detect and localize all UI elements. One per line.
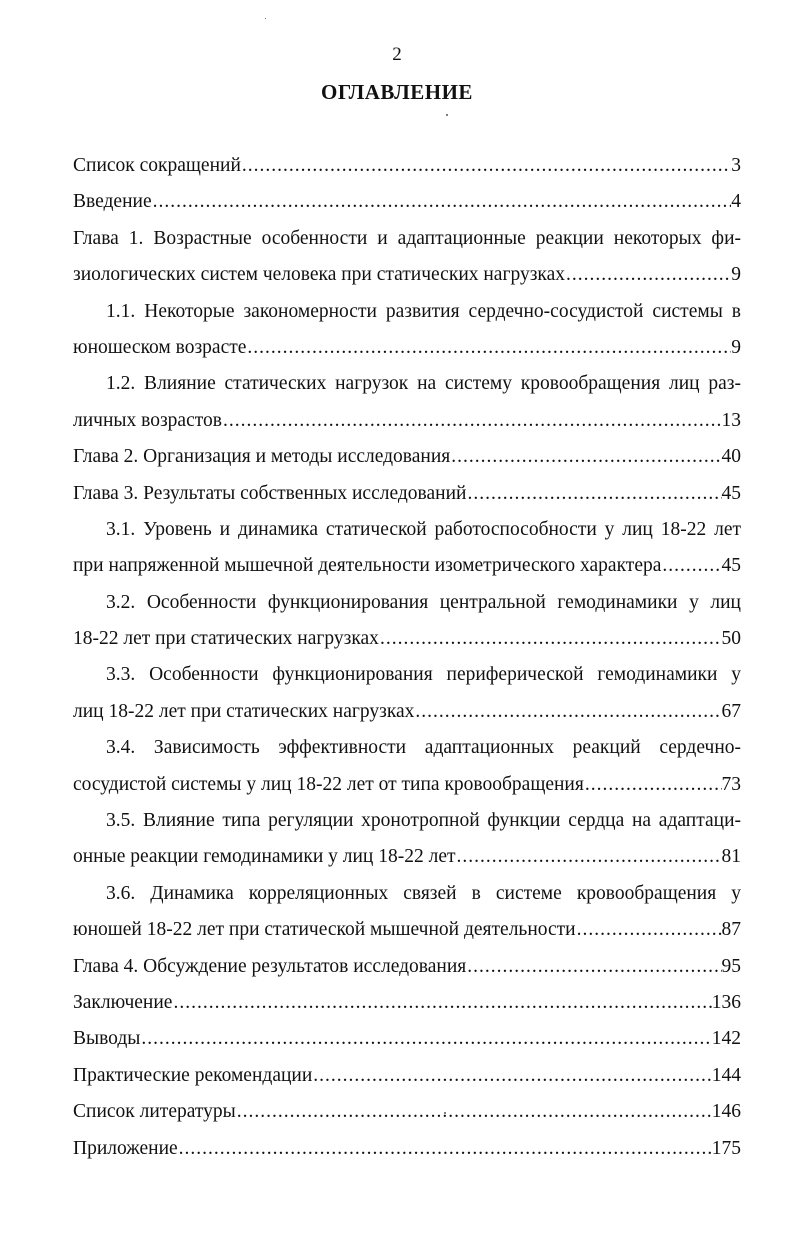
toc-entry[interactable] <box>73 621 741 657</box>
toc-entry-page: 95 <box>721 955 741 977</box>
toc-entry-title: Список сокращений <box>73 155 241 176</box>
toc-entry-line <box>73 876 741 912</box>
toc-entry-line <box>73 730 741 766</box>
toc-entry-title: 3.1. Уровень и динамика статической работоспособности у лиц 18-22 лет <box>106 518 741 540</box>
toc-entry-page: 87 <box>721 919 741 941</box>
toc-entry-title: сосудистой системы у лиц 18-22 лет от типа кровообращения <box>73 773 584 795</box>
dot-leader <box>576 912 722 948</box>
scan-speck <box>265 18 266 19</box>
toc-entry[interactable] <box>73 184 741 220</box>
dot-leader <box>379 621 722 657</box>
toc-entry-page: 67 <box>721 700 741 722</box>
toc-entry-page: 13 <box>721 409 741 431</box>
toc-entry[interactable] <box>73 548 741 584</box>
toc-entry[interactable] <box>73 476 741 512</box>
toc-entry-page: 3 <box>731 155 741 176</box>
dot-leader <box>312 1058 711 1094</box>
toc-entry-line <box>73 585 741 621</box>
toc-entry-title: Приложение <box>73 1137 178 1159</box>
toc-entry-line <box>73 657 741 693</box>
toc-entry-title: юношей 18-22 лет при статической мышечной деятельности <box>73 919 576 941</box>
dot-leader <box>241 148 731 184</box>
toc-entry-page: 9 <box>731 336 741 358</box>
toc-entry-page: 45 <box>721 555 741 577</box>
toc-entry-page: 146 <box>711 1101 741 1123</box>
dot-leader <box>466 949 721 985</box>
toc-entry-page: 175 <box>711 1137 741 1159</box>
dot-leader <box>466 476 721 512</box>
toc-entry-title: лиц 18-22 лет при статических нагрузках <box>73 700 415 722</box>
dot-leader <box>236 1094 712 1130</box>
toc-entry-title: Список литературы <box>73 1101 236 1123</box>
toc-entry-page: 50 <box>721 628 741 650</box>
dot-leader <box>450 439 721 475</box>
toc-entry-title: 1.2. Влияние статических нагрузок на систему кровообращения лиц раз- <box>106 373 741 395</box>
dot-leader <box>661 548 721 584</box>
toc-entry-title: 1.1. Некоторые закономерности развития сердечно-сосудистой системы в <box>106 300 741 322</box>
toc-entry-page: 40 <box>721 446 741 468</box>
toc-entry-title: 3.5. Влияние типа регуляции хронотропной функции сердца на адаптаци- <box>106 810 741 832</box>
toc-entry[interactable] <box>73 1021 741 1057</box>
toc-entry-page: 81 <box>721 846 741 868</box>
toc-entry[interactable] <box>73 330 741 366</box>
dot-leader <box>172 985 711 1021</box>
toc-entry[interactable] <box>73 403 741 439</box>
toc-entry-page: 136 <box>711 991 741 1013</box>
toc-entry-page: 45 <box>721 482 741 504</box>
toc-entry-title: 3.2. Особенности функционирования центральной гемодинамики у лиц <box>106 591 741 613</box>
toc-entry-title: Глава 1. Возрастные особенности и адаптационные реакции некоторых фи- <box>73 227 741 249</box>
toc-entry[interactable] <box>73 1058 741 1094</box>
toc-entry-title: Выводы <box>73 1028 141 1050</box>
toc-entry[interactable] <box>73 949 741 985</box>
dot-leader <box>222 403 722 439</box>
toc-entry-title: Глава 3. Результаты собственных исследований <box>73 482 467 504</box>
page-number: 2 <box>392 44 402 65</box>
toc-entry[interactable] <box>73 439 741 475</box>
table-of-contents <box>73 148 741 1167</box>
scan-speck <box>444 1112 446 1114</box>
page-title: ОГЛАВЛЕНИЕ <box>321 80 473 104</box>
toc-entry[interactable] <box>73 694 741 730</box>
dot-leader <box>456 839 722 875</box>
toc-entry-title: 3.3. Особенности функционирования периферической гемодинамики у <box>106 664 741 686</box>
toc-entry-page: 73 <box>721 773 741 795</box>
toc-entry-title: Практические рекомендации <box>73 1064 313 1086</box>
dot-leader <box>565 257 731 293</box>
toc-entry[interactable] <box>73 767 741 803</box>
toc-entry-title: Введение <box>73 191 152 213</box>
toc-entry-line <box>73 803 741 839</box>
toc-entry-title: Заключение <box>73 991 173 1013</box>
dot-leader <box>140 1021 711 1057</box>
dot-leader <box>152 184 732 220</box>
toc-entry-page: 9 <box>731 264 741 286</box>
toc-entry-title: Глава 4. Обсуждение результатов исследования <box>73 955 467 977</box>
toc-entry[interactable] <box>73 1094 741 1130</box>
toc-entry-page: 142 <box>711 1028 741 1050</box>
toc-entry-line <box>73 221 741 257</box>
scan-speck <box>446 114 448 116</box>
toc-entry[interactable] <box>73 257 741 293</box>
toc-entry-title: личных возрастов <box>73 409 222 431</box>
toc-entry-title: при напряженной мышечной деятельности изометрического характера <box>73 555 662 577</box>
dot-leader <box>584 767 722 803</box>
toc-entry[interactable] <box>73 912 741 948</box>
toc-entry[interactable] <box>73 1131 741 1167</box>
toc-entry-page: 144 <box>711 1064 741 1086</box>
dot-leader <box>178 1131 712 1167</box>
dot-leader <box>414 694 721 730</box>
toc-entry-title: 18-22 лет при статических нагрузках <box>73 628 379 650</box>
toc-entry-line <box>73 512 741 548</box>
toc-entry[interactable] <box>73 985 741 1021</box>
toc-entry-title: Глава 2. Организация и методы исследования <box>73 446 451 468</box>
toc-entry-title: онные реакции гемодинамики у лиц 18-22 лет <box>73 846 456 868</box>
toc-entry-line <box>73 366 741 402</box>
toc-entry-line <box>73 294 741 330</box>
toc-entry-title: 3.6. Динамика корреляционных связей в системе кровообращения у <box>106 882 741 904</box>
toc-entry-title: зиологических систем человека при статических нагрузках <box>73 264 565 286</box>
toc-entry-page: 4 <box>731 191 741 213</box>
toc-entry[interactable] <box>73 148 741 184</box>
toc-entry-title: 3.4. Зависимость эффективности адаптационных реакций сердечно- <box>106 737 741 759</box>
dot-leader <box>246 330 731 366</box>
toc-entry-title: юношеском возрасте <box>73 336 247 358</box>
toc-entry[interactable] <box>73 839 741 875</box>
